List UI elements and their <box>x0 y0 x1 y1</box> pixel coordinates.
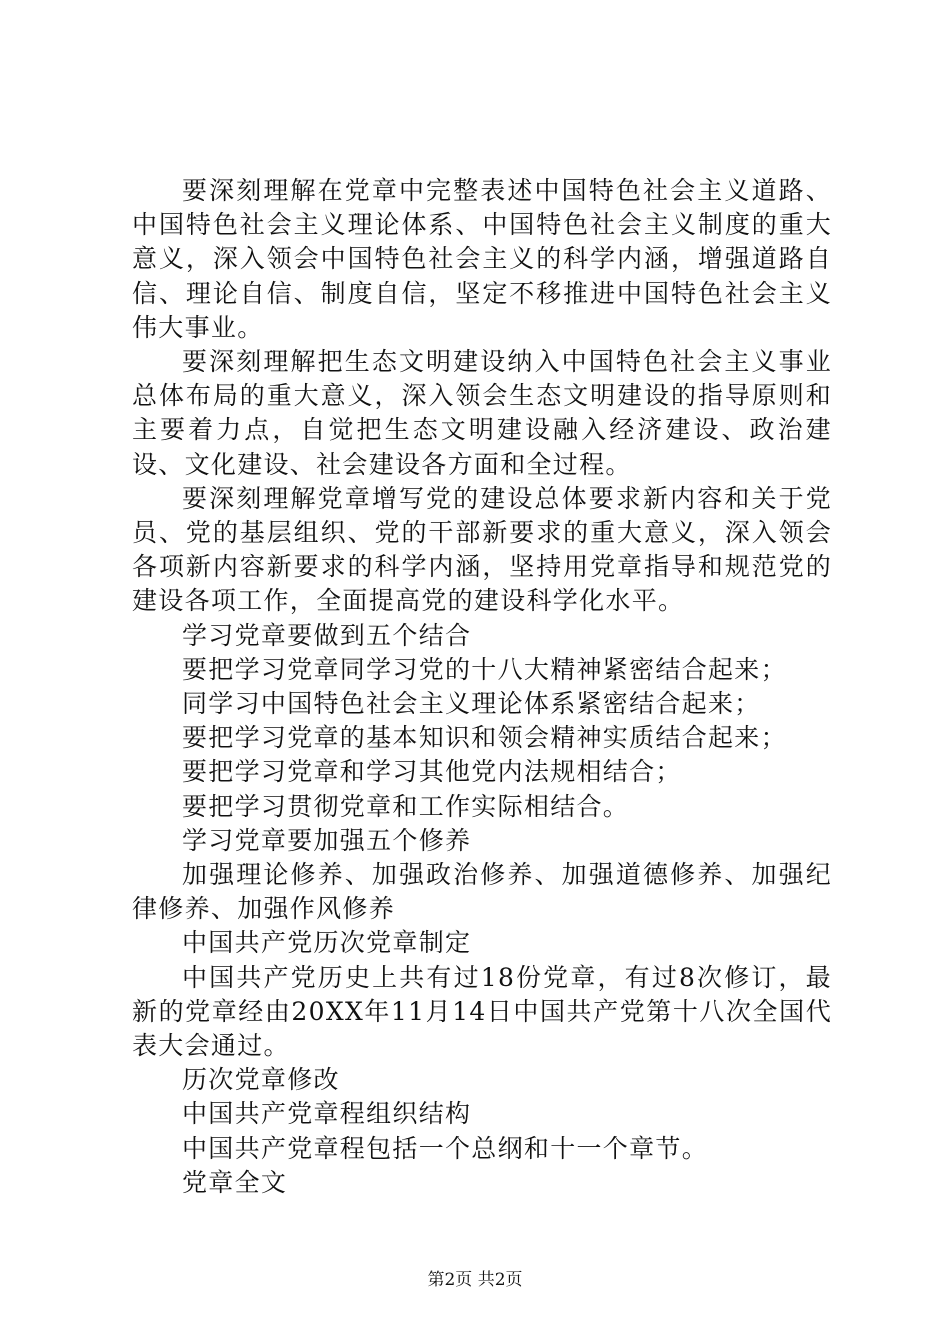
list-item: 要把学习党章的基本知识和领会精神实质结合起来； <box>182 723 787 753</box>
document-body <box>132 174 832 1200</box>
section-heading: 中国共产党章程组织结构 <box>182 1099 472 1129</box>
paragraph: 要深刻理解把生态文明建设纳入中国特色社会主义事业总体布局的重大意义，深入领会生态文明建设的指导原则和主要着力点，自觉把生态文明建设融入经济建设、政治建设、文化建设、社会建设各方面和全过程。 <box>132 347 832 479</box>
section-heading: 学习党章要做到五个结合 <box>182 620 472 650</box>
list-item: 要把学习党章和学习其他党内法规相结合； <box>182 757 682 787</box>
section-heading: 学习党章要加强五个修养 <box>182 825 472 855</box>
paragraph: 要深刻理解在党章中完整表述中国特色社会主义道路、中国特色社会主义理论体系、中国特色社会主义制度的重大意义，深入领会中国特色社会主义的科学内涵，增强道路自信、理论自信、制度自信，坚定不移推进中国特色社会主义伟大事业。 <box>132 176 832 342</box>
section-heading: 党章全文 <box>182 1167 288 1197</box>
paragraph: 加强理论修养、加强政治修养、加强道德修养、加强纪律修养、加强作风修养 <box>132 860 832 924</box>
list-item: 要把学习党章同学习党的十八大精神紧密结合起来； <box>182 654 787 684</box>
section-heading: 历次党章修改 <box>182 1065 340 1095</box>
list-item: 同学习中国特色社会主义理论体系紧密结合起来； <box>182 689 761 719</box>
paragraph: 中国共产党章程包括一个总纲和十一个章节。 <box>182 1133 709 1163</box>
paragraph: 要深刻理解党章增写党的建设总体要求新内容和关于党员、党的基层组织、党的干部新要求的重大意义，深入领会各项新内容新要求的科学内涵，坚持用党章指导和规范党的建设各项工作，全面提高党的建设科学化水平。 <box>132 483 832 616</box>
paragraph: 中国共产党历史上共有过18份党章，有过8次修订，最新的党章经由20XX年11月14日中国共产党第十八次全国代表大会通过。 <box>132 962 832 1061</box>
page-footer: 第2页 共2页 <box>427 1270 523 1290</box>
list-item: 要把学习贯彻党章和工作实际相结合。 <box>182 791 630 821</box>
section-heading: 中国共产党历次党章制定 <box>182 928 472 958</box>
